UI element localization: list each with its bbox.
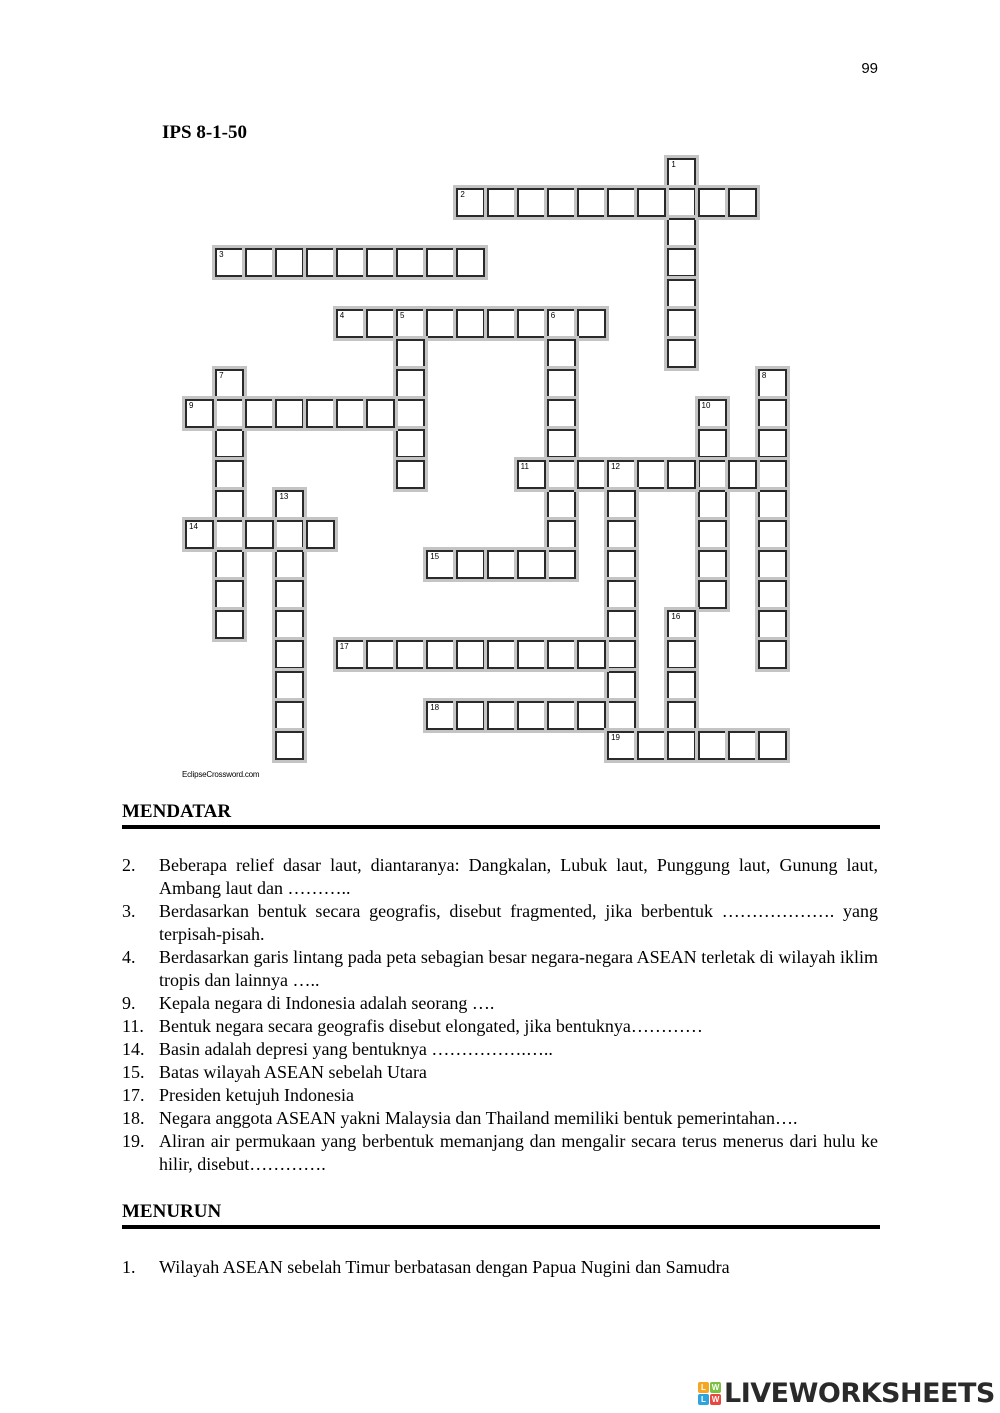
crossword-cell[interactable] (396, 460, 425, 489)
clue-item: 14. Basin adalah depresi yang bentuknya …………….….. (122, 1039, 553, 1059)
clue-item: 17. Presiden ketujuh Indonesia (122, 1085, 354, 1105)
crossword-cell[interactable] (517, 188, 546, 217)
crossword-cell[interactable] (396, 429, 425, 458)
crossword-cell[interactable] (728, 188, 757, 217)
crossword-cell[interactable] (517, 309, 546, 338)
crossword-cell[interactable] (336, 309, 365, 338)
crossword-cell[interactable] (456, 309, 485, 338)
crossword-cell[interactable] (577, 188, 606, 217)
crossword-cell[interactable] (758, 520, 787, 549)
crossword-cell[interactable] (517, 701, 546, 730)
crossword-cell[interactable] (396, 339, 425, 368)
crossword-cell[interactable] (667, 701, 696, 730)
crossword-cell[interactable] (185, 520, 214, 549)
crossword-cell[interactable] (758, 731, 787, 760)
crossword-cell[interactable] (547, 369, 576, 398)
crossword-cell[interactable] (667, 671, 696, 700)
crossword-cell[interactable] (607, 460, 636, 489)
page-number: 99 (861, 60, 878, 77)
crossword-cell[interactable] (275, 671, 304, 700)
crossword-cell[interactable] (366, 640, 395, 669)
crossword-cell[interactable] (758, 369, 787, 398)
clue-item: 18. Negara anggota ASEAN yakni Malaysia dan Thailand memiliki bentuk pemerintahan…. (122, 1108, 798, 1128)
crossword-cell[interactable] (728, 731, 757, 760)
crossword-cell[interactable] (607, 490, 636, 519)
crossword-cell[interactable] (215, 490, 244, 519)
clue-item: 4. Berdasarkan garis lintang pada peta sebagian besar negara-negara ASEAN terletak di wilayah iklim tropis dan lainnya ….. (122, 947, 878, 990)
crossword-cell[interactable] (547, 188, 576, 217)
crossword-cell[interactable] (517, 460, 546, 489)
liveworksheets-logo (698, 1378, 995, 1409)
crossword-cell[interactable] (758, 580, 787, 609)
crossword-cell[interactable] (517, 640, 546, 669)
crossword-cell[interactable] (698, 490, 727, 519)
crossword-cell[interactable] (577, 701, 606, 730)
crossword-cell-number: 12 (611, 461, 620, 471)
crossword-cell[interactable] (426, 640, 455, 669)
crossword-cell[interactable] (275, 580, 304, 609)
crossword-cell-number: 1 (671, 160, 676, 169)
crossword-cell-number: 8 (761, 371, 767, 381)
crossword-cell-number: 9 (189, 401, 194, 411)
crossword-cell[interactable] (396, 309, 425, 338)
crossword-cell[interactable] (487, 640, 516, 669)
crossword-cell[interactable] (698, 731, 727, 760)
crossword-cell[interactable] (215, 520, 244, 549)
crossword-cell-number: 4 (339, 310, 345, 320)
crossword-cell[interactable] (667, 188, 696, 217)
logo-tile: L (698, 1382, 709, 1393)
crossword-cell[interactable] (275, 248, 304, 277)
crossword-cell[interactable] (245, 520, 274, 549)
crossword-cell[interactable] (275, 610, 304, 639)
crossword-cell[interactable] (667, 460, 696, 489)
crossword-cell[interactable] (607, 520, 636, 549)
crossword-cell[interactable] (667, 248, 696, 277)
crossword-cell[interactable] (517, 550, 546, 579)
crossword-cell[interactable] (426, 309, 455, 338)
mendatar-heading: MENDATAR (122, 801, 880, 829)
crossword-cell[interactable] (396, 248, 425, 277)
clue-item: 19. Aliran air permukaan yang berbentuk memanjang dan mengalir secara terus menerus dari hulu ke hilir, disebut…………. (122, 1131, 878, 1174)
menurun-heading: MENURUN (122, 1201, 880, 1229)
crossword-cell[interactable] (758, 610, 787, 639)
crossword-cell[interactable] (215, 248, 244, 277)
crossword-cell[interactable] (758, 490, 787, 519)
crossword-cell[interactable] (698, 429, 727, 458)
crossword-cell[interactable] (667, 279, 696, 308)
crossword-cell[interactable] (758, 429, 787, 458)
crossword-cell[interactable] (637, 188, 666, 217)
crossword-cell[interactable] (667, 218, 696, 247)
crossword-cell-number: 13 (279, 491, 289, 501)
logo-tile: W (711, 1395, 720, 1404)
crossword-cell[interactable] (215, 429, 244, 458)
crossword-cell[interactable] (336, 248, 365, 277)
logo-tile: W (711, 1383, 720, 1392)
crossword-cell[interactable] (306, 520, 335, 549)
crossword-cell-number: 10 (701, 401, 711, 411)
crossword-cell[interactable] (577, 309, 606, 338)
crossword-cell[interactable] (215, 550, 244, 579)
crossword-cell[interactable] (185, 399, 214, 428)
crossword-cell[interactable] (698, 460, 727, 489)
crossword-cell[interactable] (607, 580, 636, 609)
crossword-cell[interactable] (698, 580, 727, 609)
crossword-cell[interactable] (758, 460, 787, 489)
crossword-cell[interactable] (667, 309, 696, 338)
crossword-cell[interactable] (215, 399, 244, 428)
clue-item: 11. Bentuk negara secara geografis disebut elongated, jika bentuknya………… (122, 1016, 703, 1036)
crossword-cell[interactable] (275, 731, 304, 760)
crossword-cell[interactable] (577, 640, 606, 669)
crossword-cell[interactable] (366, 248, 395, 277)
crossword-cell[interactable] (547, 399, 576, 428)
crossword-cell[interactable] (607, 731, 636, 760)
crossword-cell-number: 14 (189, 521, 198, 531)
crossword-cell-number: 18 (430, 702, 440, 712)
crossword-cell-number: 3 (219, 250, 224, 260)
crossword-cell[interactable] (667, 339, 696, 368)
crossword-cell[interactable] (456, 188, 485, 217)
crossword-cell[interactable] (426, 550, 455, 579)
clue-item: 15. Batas wilayah ASEAN sebelah Utara (122, 1062, 427, 1082)
crossword-cell[interactable] (215, 580, 244, 609)
crossword-cell[interactable] (275, 520, 304, 549)
clue-item: 2. Beberapa relief dasar laut, diantaranya: Dangkalan, Lubuk laut, Punggung laut, Gunung laut, Ambang laut dan ……….. (122, 855, 878, 898)
crossword-cell[interactable] (456, 248, 485, 277)
crossword-cell[interactable] (487, 550, 516, 579)
crossword-cell[interactable] (667, 640, 696, 669)
clue-item: 1. Wilayah ASEAN sebelah Timur berbatasan dengan Papua Nugini dan Samudra (122, 1257, 730, 1277)
crossword-cell[interactable] (245, 399, 274, 428)
crossword-cell[interactable] (215, 460, 244, 489)
crossword-cell[interactable] (275, 640, 304, 669)
logo-text: LIVEWORKSHEETS (724, 1378, 995, 1409)
crossword-cell[interactable] (607, 550, 636, 579)
crossword-cell[interactable] (215, 610, 244, 639)
crossword-cell[interactable] (456, 701, 485, 730)
crossword-cell[interactable] (547, 520, 576, 549)
crossword-cell[interactable] (698, 550, 727, 579)
crossword-cell[interactable] (547, 429, 576, 458)
crossword-credit: EclipseCrossword.com (182, 770, 260, 779)
liveworksheets-icon (698, 1382, 721, 1405)
menurun-clue-list (122, 1256, 878, 1279)
crossword-cell[interactable] (758, 550, 787, 579)
crossword-cell-number: 6 (550, 310, 556, 320)
crossword-cell[interactable] (336, 640, 365, 669)
crossword-cell[interactable] (637, 731, 666, 760)
crossword-cell[interactable] (487, 309, 516, 338)
crossword-cell[interactable] (577, 460, 606, 489)
crossword-cell[interactable] (275, 490, 304, 519)
crossword-cell[interactable] (336, 399, 365, 428)
worksheet-title: IPS 8-1-50 (162, 122, 247, 143)
crossword-cell[interactable] (698, 399, 727, 428)
crossword-cell[interactable] (547, 490, 576, 519)
crossword-cell[interactable] (758, 640, 787, 669)
crossword-cell[interactable] (607, 188, 636, 217)
crossword-cell[interactable] (275, 550, 304, 579)
crossword-cell[interactable] (275, 399, 304, 428)
crossword-cell[interactable] (366, 399, 395, 428)
crossword-cell[interactable] (456, 550, 485, 579)
logo-tile: L (698, 1394, 709, 1405)
crossword-cell[interactable] (366, 309, 395, 338)
crossword-cell-number: 5 (400, 310, 405, 320)
crossword-cell[interactable] (396, 399, 425, 428)
crossword-cell-number: 17 (339, 642, 349, 652)
mendatar-clue-list (122, 854, 878, 1176)
crossword-cell[interactable] (698, 188, 727, 217)
crossword-cell[interactable] (728, 460, 757, 489)
crossword-cell[interactable] (758, 399, 787, 428)
crossword-cell[interactable] (275, 701, 304, 730)
crossword-cell[interactable] (456, 640, 485, 669)
crossword-cell[interactable] (426, 701, 455, 730)
crossword-cell-number: 19 (611, 732, 620, 742)
crossword-cell[interactable] (667, 610, 696, 639)
crossword-cell[interactable] (607, 701, 636, 730)
crossword-cell[interactable] (547, 339, 576, 368)
crossword-cell[interactable] (547, 550, 576, 579)
crossword-cell[interactable] (667, 158, 696, 187)
crossword-cell[interactable] (306, 399, 335, 428)
crossword-cell[interactable] (637, 460, 666, 489)
crossword-cell[interactable] (667, 731, 696, 760)
crossword-cell[interactable] (215, 369, 244, 398)
crossword-cell[interactable] (547, 460, 576, 489)
crossword-cell-number: 11 (520, 461, 529, 471)
clue-item: 3. Berdasarkan bentuk secara geografis, disebut fragmented, jika berbentuk ………………. yang terpisah-pisah. (122, 901, 878, 944)
crossword-cell[interactable] (245, 248, 274, 277)
crossword-cell[interactable] (487, 188, 516, 217)
crossword-cell[interactable] (607, 610, 636, 639)
crossword-cell[interactable] (698, 520, 727, 549)
crossword-cell-number: 7 (219, 371, 224, 381)
crossword-cell[interactable] (396, 640, 425, 669)
crossword-cell[interactable] (306, 248, 335, 277)
crossword-cell[interactable] (547, 309, 576, 338)
crossword-cell-number: 15 (430, 551, 440, 561)
crossword-cell[interactable] (487, 701, 516, 730)
crossword-cell[interactable] (607, 640, 636, 669)
crossword-cell[interactable] (426, 248, 455, 277)
crossword-cell[interactable] (547, 640, 576, 669)
crossword-cell[interactable] (547, 701, 576, 730)
crossword-cell-number: 16 (671, 612, 681, 622)
crossword-cell[interactable] (607, 671, 636, 700)
clue-item: 9. Kepala negara di Indonesia adalah seorang …. (122, 993, 495, 1013)
crossword-cell-number: 2 (460, 190, 465, 200)
crossword-cell[interactable] (396, 369, 425, 398)
